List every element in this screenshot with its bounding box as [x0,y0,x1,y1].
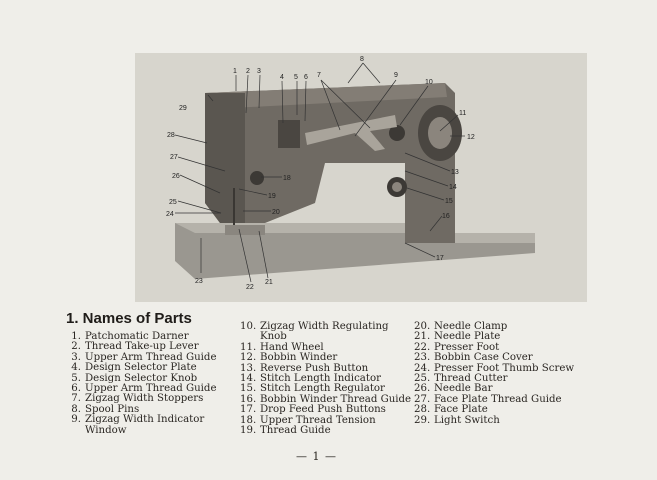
part-name: Design Selector Plate [85,362,197,374]
callout-6: 6 [304,74,308,81]
parts-list-column-2 [240,322,411,436]
part-number: 29. [414,414,431,426]
page-number: — 1 — [296,450,337,463]
sewing-machine-illustration [135,53,587,302]
part-number: 4. [71,362,81,374]
parts-list-column-1 [65,332,217,436]
part-name: Upper Arm Thread Guide [85,351,217,363]
callout-9: 9 [394,72,398,79]
part-list-item [414,416,574,426]
part-number: 1. [71,331,81,342]
part-name: Bobbin Winder Thread Guide [260,393,412,405]
part-number: 11. [240,341,257,353]
callout-13: 13 [451,169,459,176]
part-number: 25. [414,373,431,385]
part-name: Spool Pins [85,403,140,415]
part-number: 15. [240,383,257,395]
part-name: Needle Bar [434,383,493,395]
callout-19: 19 [268,193,276,200]
part-number: 13. [240,362,257,374]
part-name: Upper Arm Thread Guide [85,383,217,395]
part-name: Upper Thread Tension [260,414,376,426]
part-number: 8. [71,403,81,415]
part-name: Presser Foot Thumb Screw [434,362,575,374]
part-number: 19. [240,425,257,437]
callout-18: 18 [283,175,291,182]
part-list-item [240,322,411,343]
part-number: 6. [71,383,81,395]
callout-2: 2 [246,68,250,75]
part-name-continuation: Window [85,424,127,436]
callout-4: 4 [280,74,284,81]
part-number: 27. [414,393,431,405]
part-name: Thread Cutter [434,373,508,385]
part-name: Zigzag Width Stoppers [85,393,204,405]
part-number: 23. [414,352,431,364]
part-number: 24. [414,362,431,374]
part-name: Reverse Push Button [260,362,369,374]
part-number: 21. [414,331,431,343]
part-name: Hand Wheel [260,341,324,353]
callout-14: 14 [449,184,457,191]
part-number: 26. [414,383,431,395]
part-name: Drop Feed Push Buttons [260,404,386,416]
part-name: Presser Foot [434,341,500,353]
part-name: Stitch Length Regulator [260,383,385,395]
sewing-machine-photo [135,53,587,302]
part-number: 22. [414,341,431,353]
part-name: Zigzag Width Regulating [260,321,389,332]
callout-10: 10 [425,79,433,86]
part-name: Thread Guide [260,425,331,437]
callout-29: 29 [179,105,187,112]
part-name: Bobbin Case Cover [434,352,533,364]
callout-27: 27 [170,154,178,161]
part-name: Thread Take-up Lever [85,341,199,353]
callout-5: 5 [294,74,298,81]
callout-24: 24 [166,211,174,218]
callout-25: 25 [169,199,177,206]
part-name: Zigzag Width Indicator [85,414,205,426]
part-number: 16. [240,393,257,405]
callout-16: 16 [442,213,450,220]
part-number: 7. [71,393,81,405]
part-number: 10. [240,321,257,332]
callout-15: 15 [445,198,453,205]
part-name-continuation: Knob [260,331,287,343]
part-name: Bobbin Winder [260,352,338,364]
callout-1: 1 [233,68,237,75]
part-name: Needle Plate [434,331,501,343]
part-name: Needle Clamp [434,321,508,332]
part-number: 3. [71,351,81,363]
parts-list-column-3 [414,322,574,426]
callout-28: 28 [167,132,175,139]
callout-22: 22 [246,284,254,291]
part-name: Patchomatic Darner [85,331,189,342]
part-name: Design Selector Knob [85,372,198,384]
part-number: 14. [240,373,257,385]
part-list-item [65,415,217,436]
callout-17: 17 [436,255,444,262]
part-number: 17. [240,404,257,416]
part-number: 12. [240,352,257,364]
part-list-item [240,426,411,436]
callout-8: 8 [360,56,364,63]
callout-21: 21 [265,279,273,286]
callout-23: 23 [195,278,203,285]
part-number: 9. [71,414,81,426]
part-name: Stitch Length Indicator [260,373,381,385]
callout-7: 7 [317,72,321,79]
callout-12: 12 [467,134,475,141]
callout-11: 11 [459,110,467,117]
part-name: Face Plate [434,404,488,416]
part-number: 2. [71,341,81,353]
callout-26: 26 [172,173,180,180]
part-number: 28. [414,404,431,416]
section-title: 1. Names of Parts [66,310,192,327]
part-number: 20. [414,321,431,332]
part-number: 5. [71,372,81,384]
part-name: Light Switch [434,414,500,426]
callout-3: 3 [257,68,261,75]
part-number: 18. [240,414,257,426]
callout-20: 20 [272,209,280,216]
part-name: Face Plate Thread Guide [434,393,562,405]
